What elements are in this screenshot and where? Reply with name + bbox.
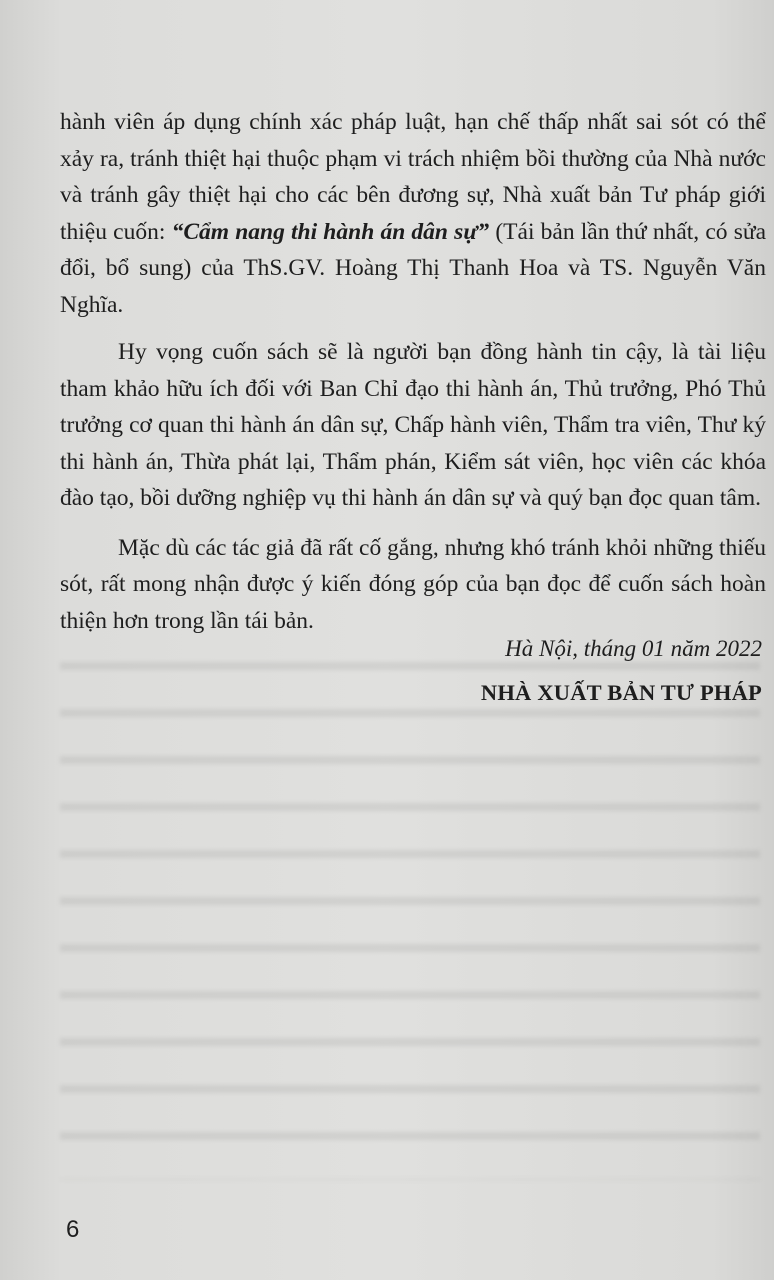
publisher-signature: NHÀ XUẤT BẢN TƯ PHÁP xyxy=(480,680,762,705)
paragraph-1 xyxy=(60,104,766,323)
paragraph-3: Mặc dù các tác giả đã rất cố gắng, nhưng khó tránh khỏi những thiếu sót, rất mong nhận được ý kiến đóng góp của bạn đọc để cuốn sách hoàn thiện hơn trong lần tái bản. xyxy=(60,534,766,634)
paragraph-2: Hy vọng cuốn sách sẽ là người bạn đồng hành tin cậy, là tài liệu tham khảo hữu ích đối với Ban Chỉ đạo thi hành án, Thủ trưởng, Phó Thủ trưởng cơ quan thi hành án dân sự, Chấp hành viên, Thẩm tra viên, Thư ký thi hành án, Thừa phát lại, Thẩm phán, Kiểm sát viên, học viên các khóa đào tạo, bồi dưỡng nghiệp vụ thi hành án dân sự và quý bạn đọc quan tâm. xyxy=(60,339,766,511)
show-through-texture xyxy=(60,640,760,1180)
body-text xyxy=(60,104,766,639)
paragraph-1-before-title: hành viên áp dụng chính xác pháp luật, hạn chế thấp nhất sai sót có thể xảy ra, tránh thiệt hại thuộc phạm vi trách nhiệm bồi thường của Nhà nước và tránh gây thiệt hại cho các bên đương sự, Nhà xuất bản Tư pháp giới thiệu cuốn: xyxy=(60,109,766,245)
page-number: 6 xyxy=(66,1216,80,1243)
paragraph-1-after-title: (Tái bản lần thứ nhất, có sửa đổi, bổ sung) của ThS.GV. Hoàng Thị Thanh Hoa và TS. Nguyễn Văn Nghĩa. xyxy=(60,218,767,318)
book-title: “Cẩm nang thi hành án dân sự” xyxy=(171,218,490,245)
place-date: Hà Nội, tháng 01 năm 2022 xyxy=(505,636,762,661)
